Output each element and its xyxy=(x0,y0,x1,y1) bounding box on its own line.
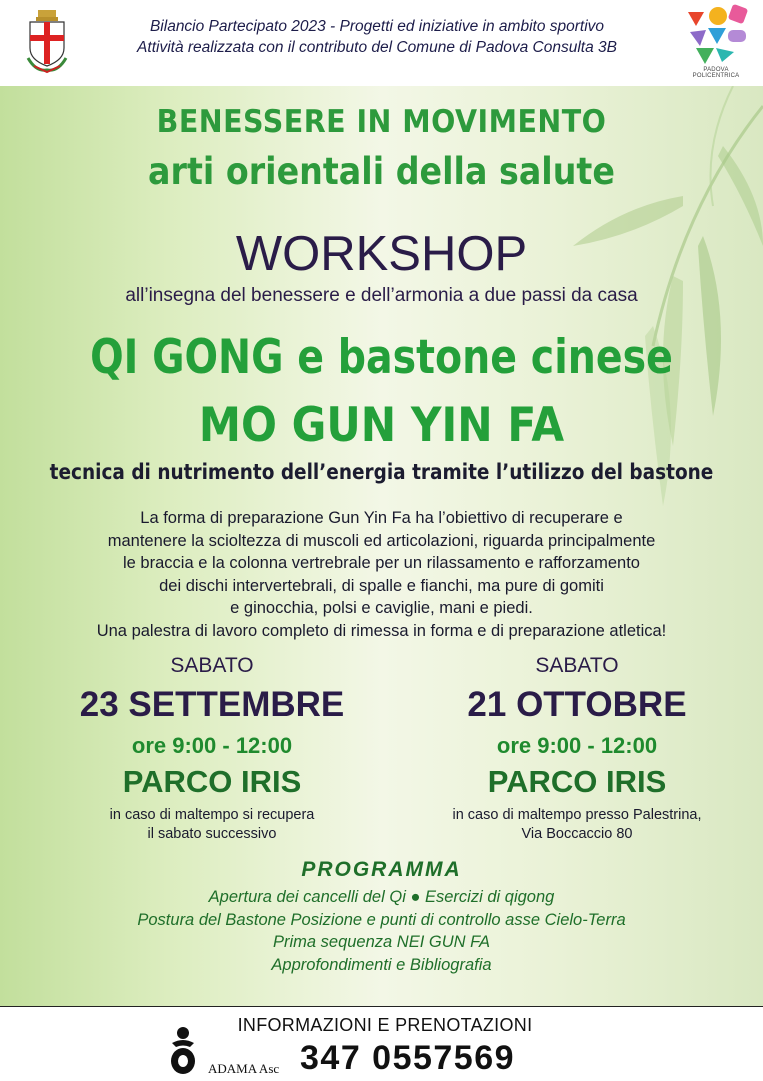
header-text xyxy=(92,16,662,58)
header-line-2: Attività realizzata con il contributo del Comune di Padova Consulta 3B xyxy=(137,39,617,56)
title-workshop: WORKSHOP xyxy=(235,227,528,281)
event-note-line: in caso di maltempo presso Palestrina, xyxy=(452,807,702,823)
program-list xyxy=(0,886,763,976)
program-item: Approfondimenti e Bibliografia xyxy=(271,955,492,974)
tagline: all’insegna del benessere e dell’armonia a due passi da casa xyxy=(125,285,638,306)
subtitle-tecnica: tecnica di nutrimento dell’energia tramite l’utilizzo del bastone xyxy=(49,460,714,484)
event-note xyxy=(32,806,392,844)
program-item: Prima sequenza NEI GUN FA xyxy=(272,933,490,951)
event-time: ore 9:00 - 12:00 xyxy=(496,733,658,758)
description-line: dei dischi intervertebrali, di spalle e fianchi, ma pure di gomiti xyxy=(159,576,604,595)
program-item: Postura del Bastone Posizione e punti di controllo asse Cielo-Terra xyxy=(137,910,626,929)
event-september xyxy=(32,652,392,844)
description-line: mantenere la scioltezza di muscoli ed articolazioni, riguarda principalmente xyxy=(107,531,656,550)
event-date: 21 OTTOBRE xyxy=(467,685,687,724)
program-title: PROGRAMMA xyxy=(301,858,462,881)
description-line: La forma di preparazione Gun Yin Fa ha l’obiettivo di recuperare e xyxy=(140,509,623,527)
event-note-line: Via Boccaccio 80 xyxy=(521,826,633,842)
phone-number[interactable]: 347 0557569 xyxy=(300,1039,516,1077)
padova-crest-icon xyxy=(24,8,70,74)
program-item: Apertura dei cancelli del Qi ● Esercizi di qigong xyxy=(208,888,555,906)
main-title-mo-gun-yin-fa: MO GUN YIN FA xyxy=(198,398,565,453)
event-place: PARCO IRIS xyxy=(122,764,302,799)
event-time: ore 9:00 - 12:00 xyxy=(131,733,293,758)
description-line: e ginocchia, polsi e caviglie, mani e piedi. xyxy=(230,599,533,617)
event-october xyxy=(397,652,757,844)
event-day: SABATO xyxy=(535,654,619,677)
header xyxy=(0,0,763,86)
event-note-line: in caso di maltempo si recupera xyxy=(109,807,315,823)
info-heading: INFORMAZIONI E PRENOTAZIONI xyxy=(237,1015,533,1035)
footer xyxy=(0,1006,763,1081)
header-line-1: Bilancio Partecipato 2023 - Progetti ed iniziative in ambito sportivo xyxy=(149,18,605,35)
description-line: le braccia e la colonna vertrebrale per un rilassamento e rafforzamento xyxy=(123,554,640,572)
adama-label: ADAMA Asc xyxy=(208,1061,280,1076)
event-note xyxy=(397,806,757,844)
padova-policentrica-label: PADOVA POLICENTRICA xyxy=(692,67,740,79)
description xyxy=(0,507,763,642)
main-title-qigong: QI GONG e bastone cinese xyxy=(90,330,673,385)
title-arti-orientali: arti orientali della salute xyxy=(148,150,615,193)
description-line: Una palestra di lavoro completo di rimessa in forma e di preparazione atletica! xyxy=(96,621,667,640)
title-benessere: BENESSERE IN MOVIMENTO xyxy=(156,104,607,140)
event-day: SABATO xyxy=(170,654,254,677)
event-note-line: il sabato successivo xyxy=(147,826,277,842)
event-date: 23 SETTEMBRE xyxy=(79,685,345,724)
event-place: PARCO IRIS xyxy=(487,764,667,799)
